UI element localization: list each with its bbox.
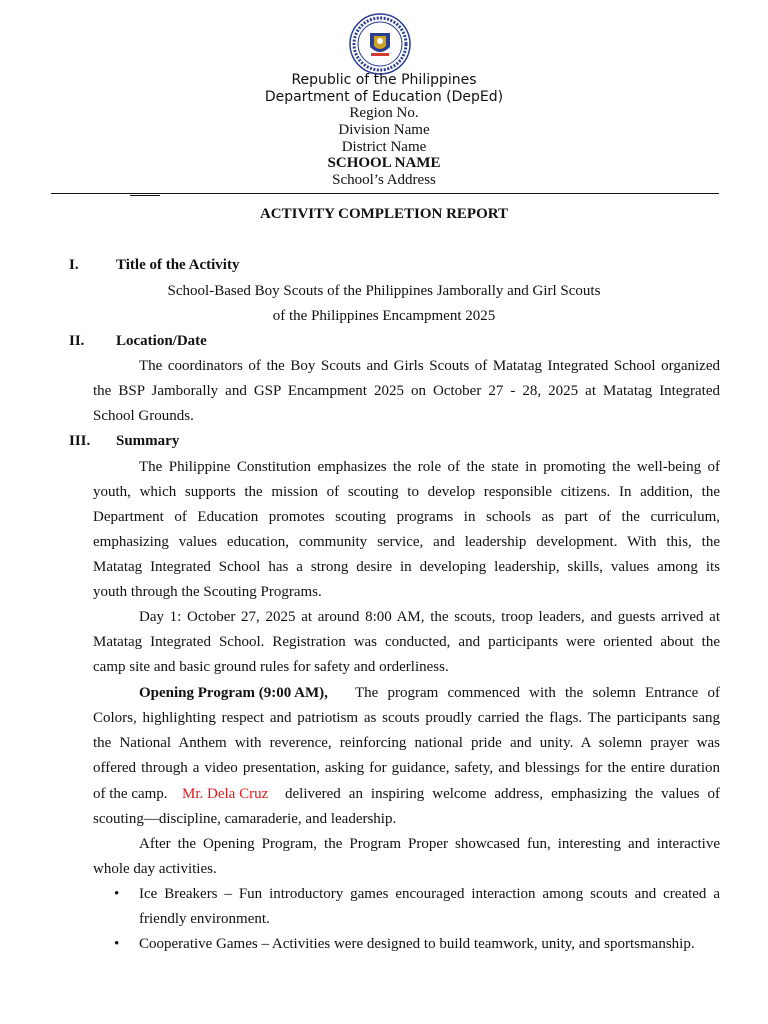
header-divider — [51, 193, 719, 194]
bullet-1-line-1: Ice Breakers – Fun introductory games encouraged interaction among scouts and created a — [139, 886, 720, 902]
region-line: Region No. — [349, 105, 419, 121]
section-2-numeral: II. — [69, 333, 85, 349]
summary-p2-line-1: Day 1: October 27, 2025 at around 8:00 AM, the scouts, troop leaders, and guests arrived at — [139, 609, 720, 625]
bullet-2-glyph: • — [114, 936, 120, 952]
summary-p2-line-3: camp site and basic ground rules for safety and orderliness. — [93, 659, 449, 675]
republic-line: Republic of the Philippines — [291, 72, 477, 88]
header-divider-accent — [130, 195, 160, 196]
location-line-2: the BSP Jamborally and GSP Encampment 2025 on October 27 - 28, 2025 at Matatag Integrated — [93, 383, 720, 399]
activity-title-line-2: of the Philippines Encampment 2025 — [272, 308, 496, 324]
summary-p3-line-5b: delivered an inspiring welcome address, emphasizing the values of — [285, 786, 720, 802]
section-3-heading: Summary — [116, 433, 180, 449]
summary-p1-line-3: Department of Education promotes scouting programs in schools as part of the curriculum, — [93, 509, 720, 525]
summary-p1-line-2: youth, which supports the mission of scouting to develop responsible citizens. In addition, the — [93, 484, 720, 500]
summary-p2-line-2: Matatag Integrated School. Registration was conducted, and participants were oriented about the — [93, 634, 720, 650]
school-address: School’s Address — [332, 172, 436, 188]
section-2-heading: Location/Date — [116, 333, 207, 349]
bullet-1-line-2: friendly environment. — [139, 911, 270, 927]
summary-p1-line-5: Matatag Integrated School has a strong desire in developing leadership, skills, values among its — [93, 559, 720, 575]
district-line: District Name — [341, 139, 427, 155]
section-1-numeral: I. — [69, 257, 79, 273]
summary-p1-line-1: The Philippine Constitution emphasizes the role of the state in promoting the well-being of — [139, 459, 720, 475]
deped-seal-logo — [349, 13, 411, 75]
activity-title-line-1: School-Based Boy Scouts of the Philippines Jamborally and Girl Scouts — [167, 283, 601, 299]
location-line-3: School Grounds. — [93, 408, 194, 424]
summary-p4-line-2: whole day activities. — [93, 861, 217, 877]
summary-p3-line-1: The program commenced with the solemn Entrance of — [355, 685, 720, 701]
bullet-1-glyph: • — [114, 886, 120, 902]
summary-p3-line-5a: of the camp. — [93, 786, 168, 802]
report-title: ACTIVITY COMPLETION REPORT — [259, 206, 509, 222]
location-line-1: The coordinators of the Boy Scouts and Girls Scouts of Matatag Integrated School organized — [139, 358, 720, 374]
summary-p3-line-6: scouting—discipline, camaraderie, and leadership. — [93, 811, 397, 827]
summary-p3-line-4: offered through a video presentation, asking for guidance, safety, and blessings for the entire duration — [93, 760, 720, 776]
summary-p3-line-3: the National Anthem with reverence, reinforcing national pride and unity. A solemn prayer was — [93, 735, 720, 751]
division-line: Division Name — [338, 122, 430, 138]
department-line: Department of Education (DepEd) — [264, 89, 504, 105]
summary-p3-line-2: Colors, highlighting respect and patriotism as scouts proudly carried the flags. The participants sang — [93, 710, 720, 726]
opening-program-lead: Opening Program (9:00 AM), — [139, 685, 328, 701]
summary-p4-line-1: After the Opening Program, the Program Proper showcased fun, interesting and interactive — [139, 836, 720, 852]
school-name: SCHOOL NAME — [327, 155, 441, 171]
section-1-heading: Title of the Activity — [116, 257, 240, 273]
summary-p1-line-6: youth through the Scouting Programs. — [93, 584, 322, 600]
summary-p1-line-4: emphasizing values education, community service, and leadership development. With this, the — [93, 534, 720, 550]
bullet-2-line-1: Cooperative Games – Activities were designed to build teamwork, unity, and sportsmanship. — [139, 936, 695, 952]
speaker-name: Mr. Dela Cruz — [182, 786, 269, 802]
section-3-numeral: III. — [69, 433, 91, 449]
